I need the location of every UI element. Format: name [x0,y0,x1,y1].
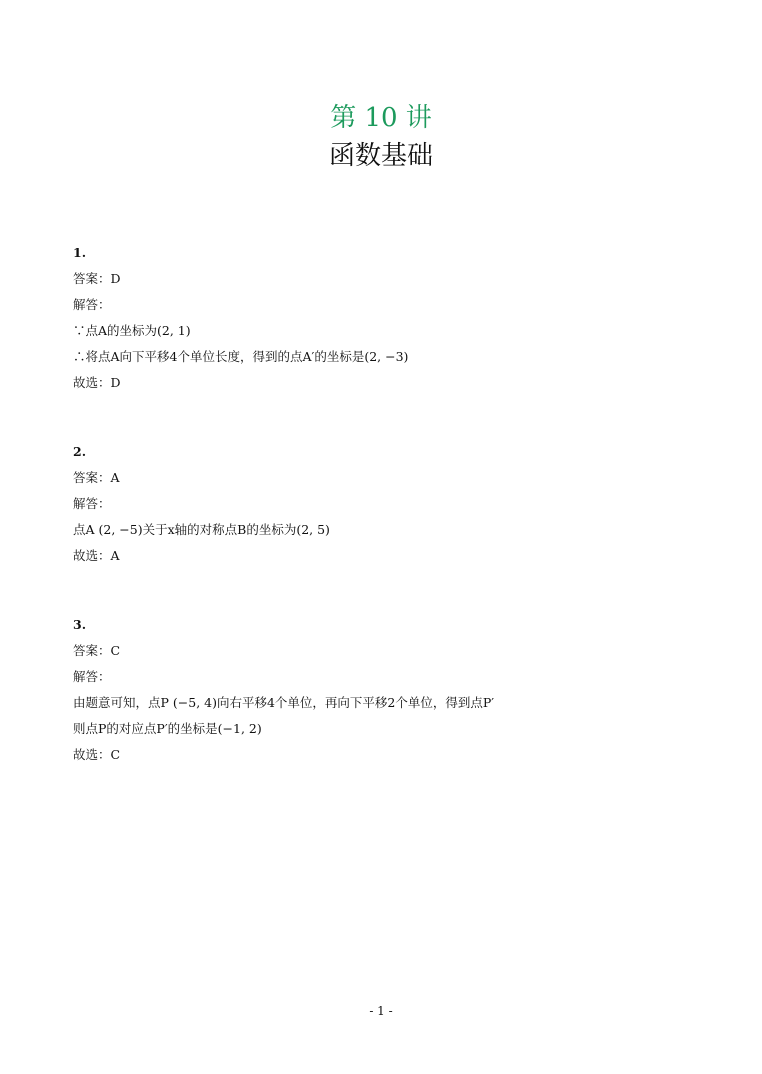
solution-label: 解答： [73,496,111,511]
choice-line: 故选：C [73,747,121,762]
question-number: 2. [73,444,87,459]
question-number: 1. [73,245,87,260]
solution-line: 由题意可知，点P (−5, 4)向右平移4个单位，再向下平移2个单位，得到点P′ [73,695,495,710]
page-title: 函数基础 [328,141,433,171]
choice-line: 故选：A [73,548,120,563]
question-1 [73,240,408,396]
question-3 [73,612,494,768]
solution-label: 解答： [73,297,111,312]
solution-label: 解答： [73,669,111,684]
answer-line: 答案：A [73,470,120,485]
answer-line: 答案：D [73,271,121,286]
page-number: - 1 - [369,1004,393,1018]
answer-line: 答案：C [73,643,121,658]
solution-line: 点A (2, −5)关于x轴的对称点B的坐标为(2, 5) [73,522,330,537]
question-number: 3. [73,617,87,632]
solution-line: ∴将点A向下平移4个单位长度，得到的点A′的坐标是(2, −3) [73,349,409,364]
choice-line: 故选：D [73,375,121,390]
solution-line: 则点P的对应点P′的坐标是(−1, 2) [73,721,262,736]
question-2 [73,439,330,569]
solution-line: ∵点A的坐标为(2, 1) [73,323,191,338]
lecture-number: 第 10 讲 [330,103,432,133]
